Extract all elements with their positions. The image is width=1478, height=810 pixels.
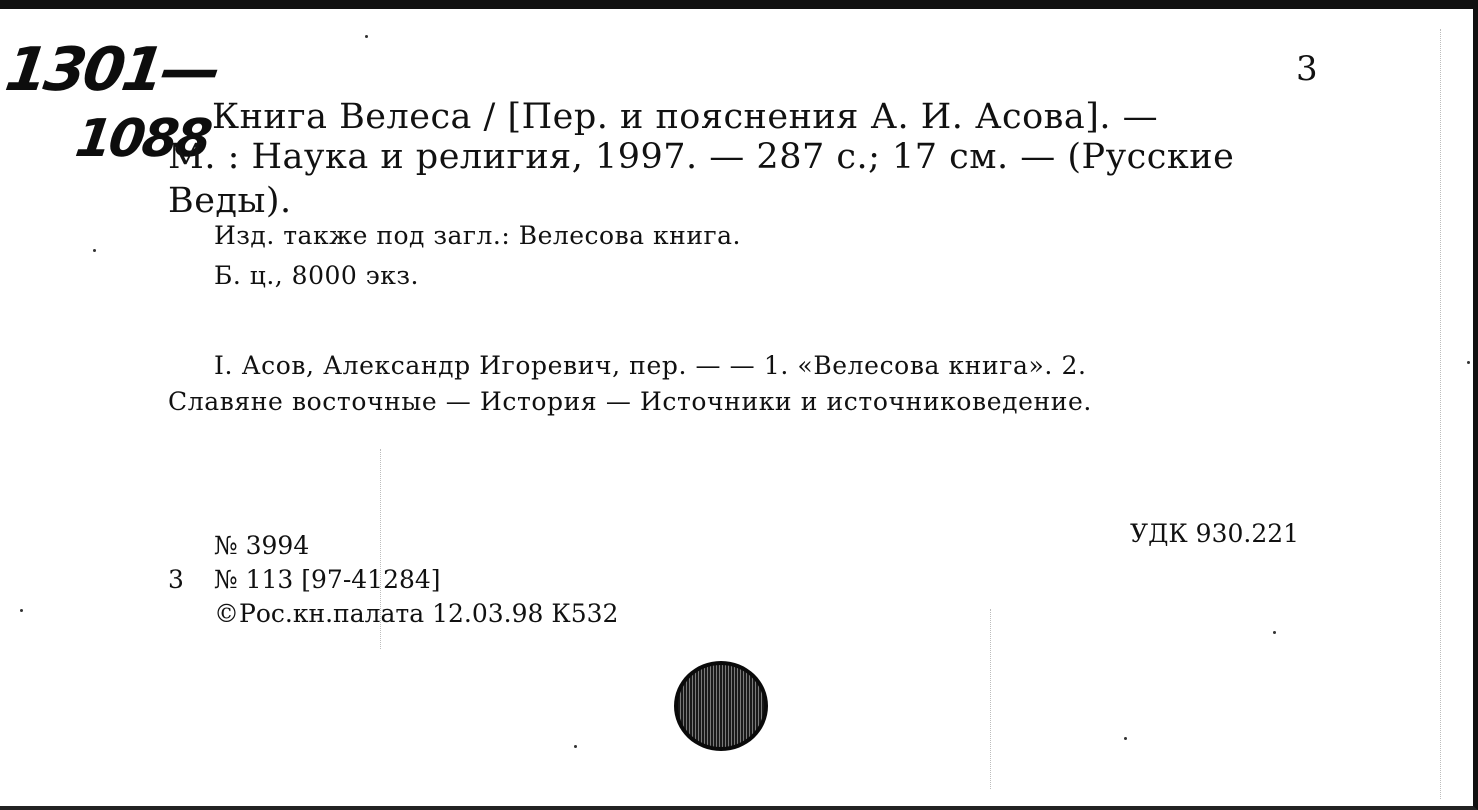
entry-line-3: Веды). [168,181,292,221]
scan-line [1440,29,1441,799]
scan-speck [365,35,368,38]
entry-line-2: М. : Наука и религия, 1997. — 287 с.; 17 см. — (Русские [168,137,1235,177]
record-number: № 3994 [214,531,310,560]
card-number: 3 [1296,49,1318,89]
copyright-line: ©Рос.кн.палата 12.03.98 К532 [214,599,619,628]
subject-headings-line-1: I. Асов, Александр Игоревич, пер. — — 1. «Велесова книга». 2. [214,351,1087,380]
scan-speck [93,249,96,252]
entry-line-1: Книга Велеса / [Пер. и пояснения А. И. Асова]. — [212,97,1159,137]
scan-speck [574,745,577,748]
scan-speck [1467,361,1470,364]
record-prefix: 3 [168,565,184,594]
scan-line [990,609,991,789]
price-print-run-note: Б. ц., 8000 экз. [214,261,419,290]
alternate-title-note: Изд. также под загл.: Велесова книга. [214,221,741,250]
subject-headings-line-2: Славяне восточные — История — Источники и источниковедение. [168,387,1092,416]
scan-speck [1273,631,1276,634]
scan-speck [1124,737,1127,740]
scan-speck [20,609,23,612]
issue-number: № 113 [97-41284] [214,565,441,594]
udc-code: УДК 930.221 [1130,519,1300,548]
handwritten-mark-top: 1301— [1,35,223,105]
handwritten-mark-bottom: 1088 [71,109,213,169]
card-rod-hole [674,661,768,751]
